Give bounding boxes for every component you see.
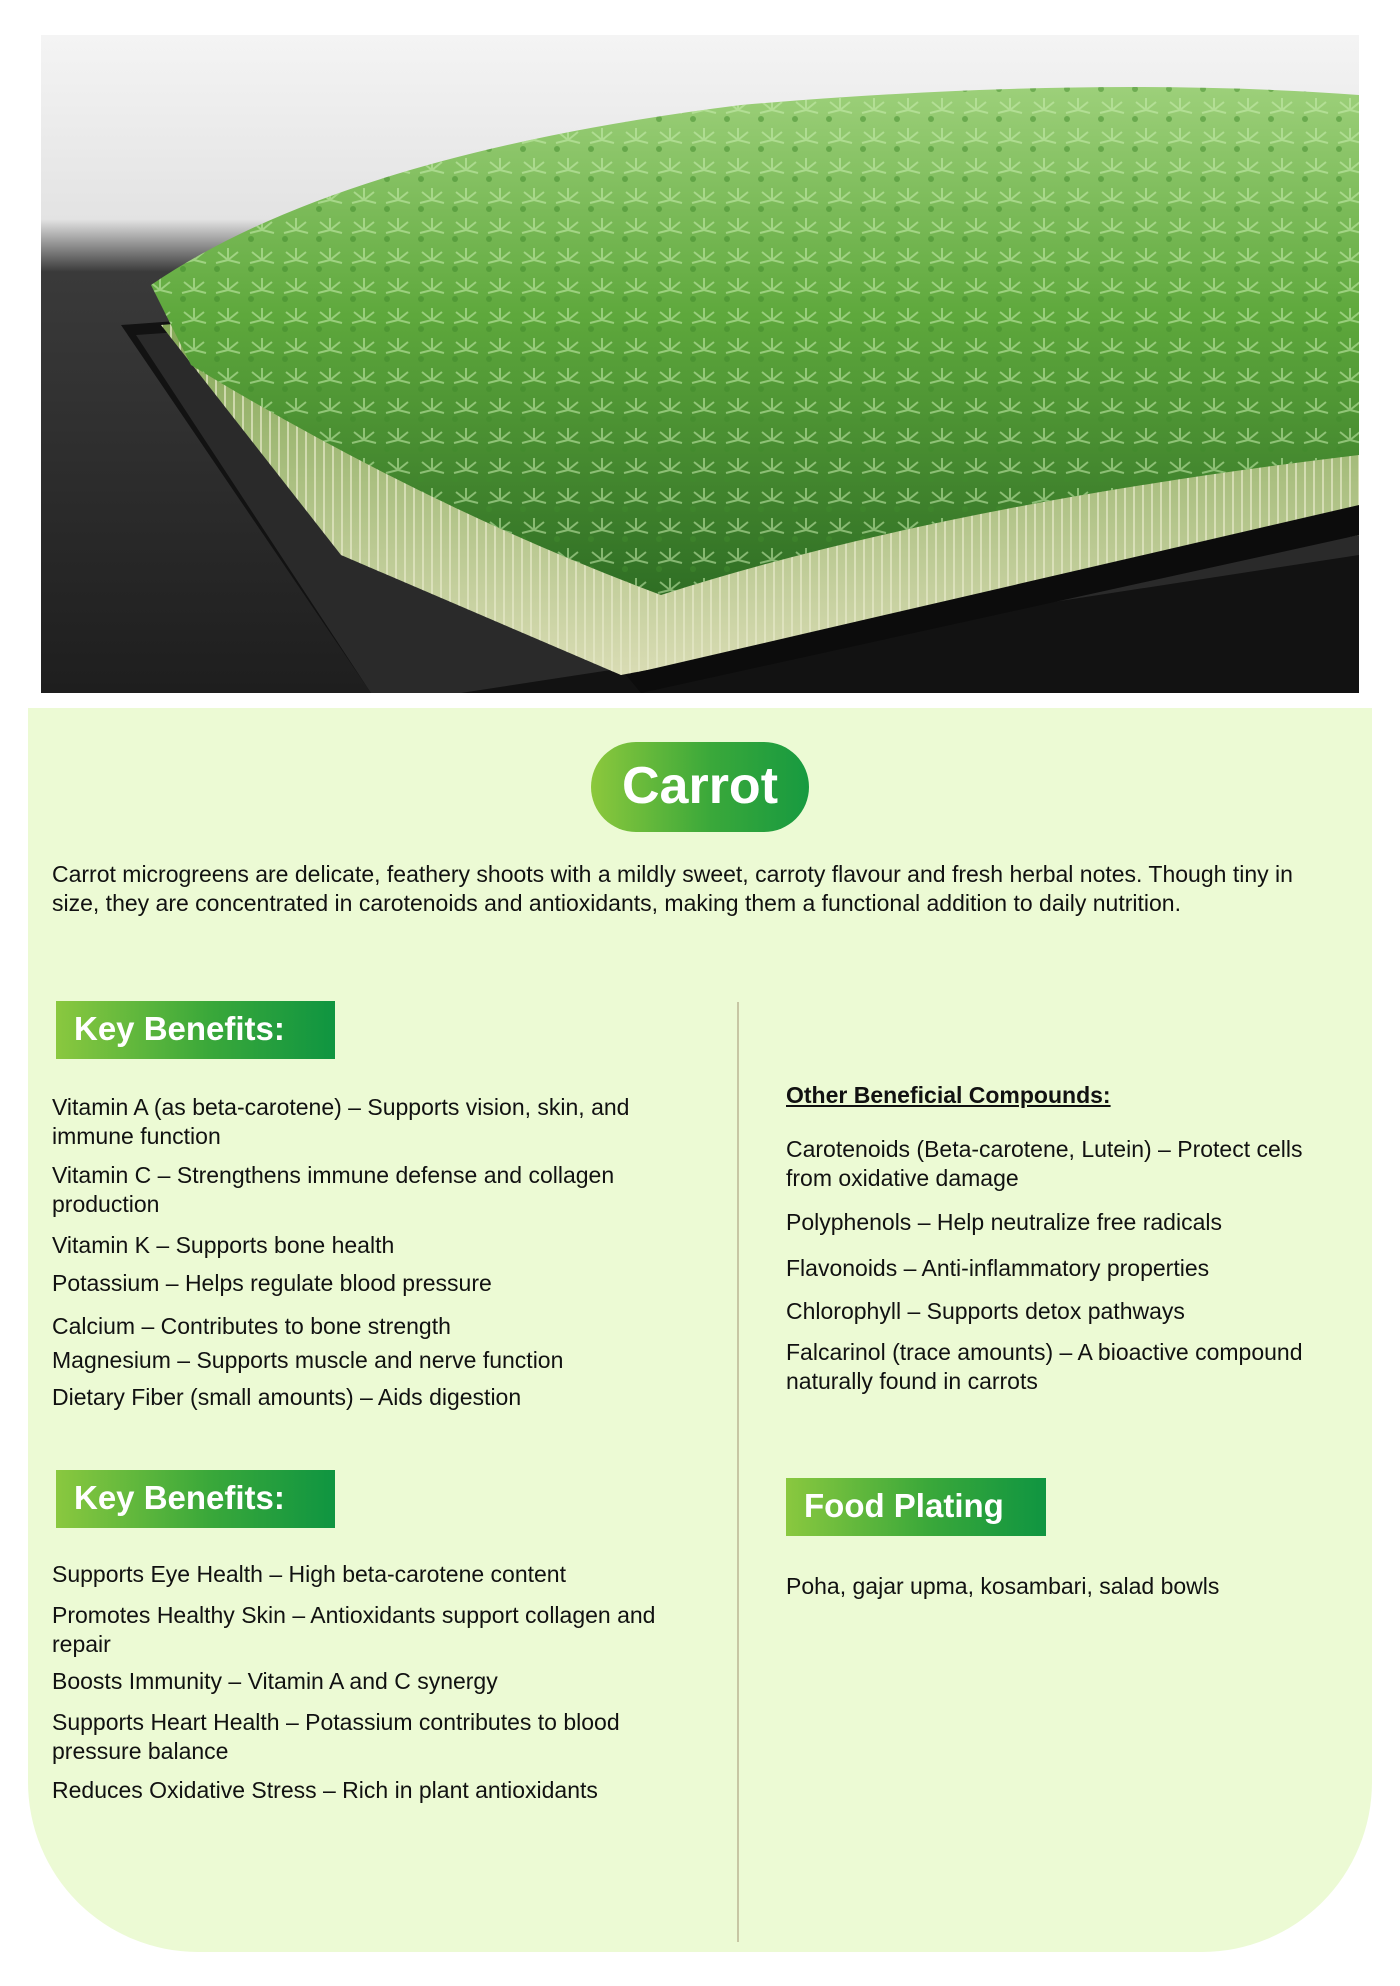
nutrients-heading: Key Benefits: — [56, 1001, 335, 1059]
list-item: Supports Heart Health – Potassium contributes to blood pressure balance — [52, 1709, 620, 1764]
list-item: Carotenoids (Beta-carotene, Lutein) – Protect cells from oxidative damage — [786, 1136, 1303, 1191]
list-item: Vitamin K – Supports bone health — [52, 1232, 395, 1258]
list-item: Vitamin C – Strengthens immune defense and collagen production — [52, 1162, 615, 1217]
list-item: Chlorophyll – Supports detox pathways — [786, 1298, 1185, 1324]
list-item: Falcarinol (trace amounts) – A bioactive compound naturally found in carrots — [786, 1339, 1303, 1394]
page-title: Carrot — [591, 742, 809, 832]
list-item: Flavonoids – Anti-inflammatory properties — [786, 1255, 1210, 1281]
list-item: Supports Eye Health – High beta-carotene content — [52, 1561, 566, 1587]
column-divider — [737, 1002, 739, 1942]
list-item: Potassium – Helps regulate blood pressure — [52, 1270, 492, 1296]
list-item: Vitamin A (as beta-carotene) – Supports vision, skin, and immune function — [52, 1094, 630, 1149]
list-item: Calcium – Contributes to bone strength — [52, 1313, 451, 1339]
microgreens-illustration — [41, 35, 1359, 693]
intro-paragraph: Carrot microgreens are delicate, feathery shoots with a mildly sweet, carroty flavour and fresh herbal notes. Though tiny in size, they are concentrated in carotenoids and antioxidants, making them a functional addition to daily nutrition. — [52, 861, 1293, 916]
hero-photo-microgreens-tray — [41, 35, 1359, 693]
compounds-heading: Other Beneficial Compounds: — [786, 1082, 1111, 1108]
list-item: Polyphenols – Help neutralize free radicals — [786, 1209, 1222, 1235]
food-plating-text: Poha, gajar upma, kosambari, salad bowls — [786, 1573, 1220, 1599]
list-item: Magnesium – Supports muscle and nerve function — [52, 1347, 564, 1373]
food-plating-heading: Food Plating — [786, 1478, 1046, 1536]
list-item: Dietary Fiber (small amounts) – Aids digestion — [52, 1384, 522, 1410]
list-item: Boosts Immunity – Vitamin A and C synergy — [52, 1668, 498, 1694]
benefits-heading: Key Benefits: — [56, 1470, 335, 1528]
list-item: Reduces Oxidative Stress – Rich in plant antioxidants — [52, 1777, 598, 1803]
list-item: Promotes Healthy Skin – Antioxidants support collagen and repair — [52, 1602, 656, 1657]
